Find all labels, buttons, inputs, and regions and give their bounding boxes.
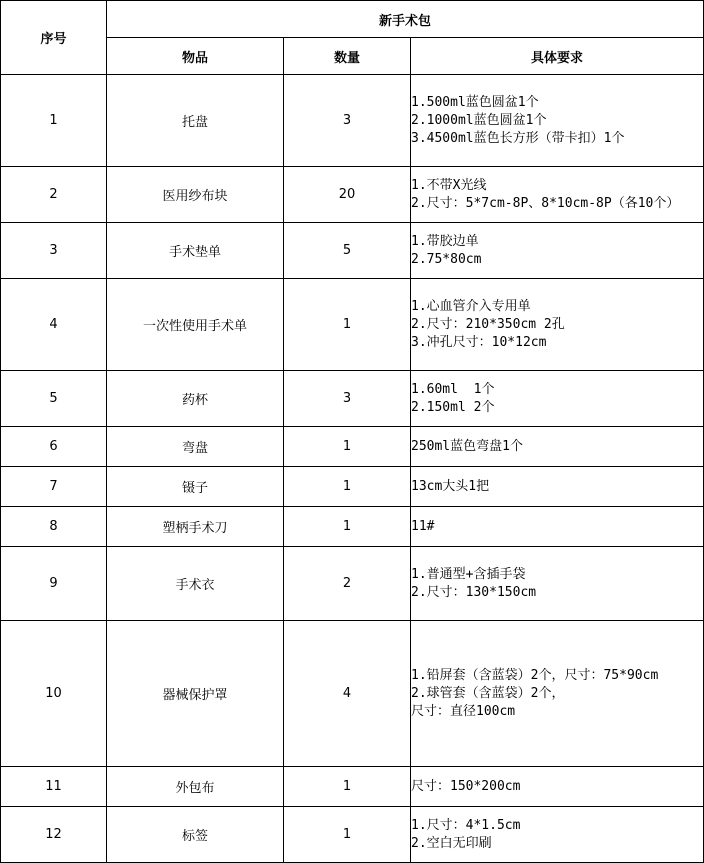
requirement-line: 13cm大头1把 (411, 478, 490, 494)
table-row (1, 75, 704, 167)
requirement-line: 尺寸：直径100cm (411, 703, 516, 719)
item-requirements (411, 621, 704, 767)
item-name: 医用纱布块 (107, 167, 284, 223)
requirement-line: 250ml蓝色弯盘1个 (411, 438, 523, 454)
item-quantity: 1 (284, 427, 411, 467)
header-index: 序号 (1, 1, 107, 75)
requirement-line: 1.60ml 1个 (411, 381, 495, 397)
item-name: 药杯 (107, 371, 284, 427)
item-requirements (411, 279, 704, 371)
item-name: 外包布 (107, 767, 284, 807)
item-quantity: 1 (284, 767, 411, 807)
item-quantity: 1 (284, 807, 411, 863)
item-quantity: 3 (284, 371, 411, 427)
table-row (1, 467, 704, 507)
item-quantity: 1 (284, 279, 411, 371)
requirement-line: 2.空白无印刷 (411, 835, 492, 851)
table-row (1, 547, 704, 621)
item-quantity: 4 (284, 621, 411, 767)
requirement-line: 2.尺寸：130*150cm (411, 584, 537, 600)
requirement-line: 1.带胶边单 (411, 233, 479, 249)
item-quantity: 1 (284, 467, 411, 507)
header-item: 物品 (107, 38, 284, 75)
table-row (1, 807, 704, 863)
row-index: 7 (1, 467, 107, 507)
item-name: 器械保护罩 (107, 621, 284, 767)
item-name: 镊子 (107, 467, 284, 507)
requirement-line: 1.心血管介入专用单 (411, 298, 531, 314)
item-name: 手术衣 (107, 547, 284, 621)
header-row (1, 38, 704, 75)
requirement-line: 2.75*80cm (411, 251, 482, 267)
requirement-line: 1.普通型+含插手袋 (411, 566, 526, 582)
requirement-line: 1.铅屏套（含蓝袋）2个，尺寸：75*90cm (411, 667, 659, 683)
table-row (1, 427, 704, 467)
item-requirements (411, 547, 704, 621)
header-row-top (1, 1, 704, 38)
requirement-line: 尺寸：150*200cm (411, 778, 521, 794)
item-requirements (411, 427, 704, 467)
requirement-line: 1.尺寸：4*1.5cm (411, 817, 521, 833)
table-row (1, 767, 704, 807)
item-requirements (411, 371, 704, 427)
table-row (1, 621, 704, 767)
item-name: 一次性使用手术单 (107, 279, 284, 371)
table-row (1, 223, 704, 279)
row-index: 8 (1, 507, 107, 547)
requirement-line: 2.尺寸：210*350cm 2孔 (411, 316, 565, 332)
item-name: 弯盘 (107, 427, 284, 467)
row-index: 6 (1, 427, 107, 467)
row-index: 9 (1, 547, 107, 621)
table-row (1, 167, 704, 223)
requirement-line: 3.4500ml蓝色长方形（带卡扣）1个 (411, 130, 625, 146)
item-quantity: 20 (284, 167, 411, 223)
requirement-line: 1.500ml蓝色圆盆1个 (411, 94, 539, 110)
table-title: 新手术包 (107, 1, 704, 38)
item-requirements (411, 167, 704, 223)
row-index: 10 (1, 621, 107, 767)
item-requirements (411, 507, 704, 547)
row-index: 3 (1, 223, 107, 279)
item-quantity: 3 (284, 75, 411, 167)
item-name: 手术垫单 (107, 223, 284, 279)
item-requirements (411, 223, 704, 279)
row-index: 2 (1, 167, 107, 223)
requirement-line: 2.尺寸：5*7cm-8P、8*10cm-8P（各10个） (411, 195, 680, 211)
row-index: 4 (1, 279, 107, 371)
header-quantity: 数量 (284, 38, 411, 75)
item-requirements (411, 767, 704, 807)
row-index: 12 (1, 807, 107, 863)
row-index: 11 (1, 767, 107, 807)
item-quantity: 1 (284, 507, 411, 547)
item-name: 标签 (107, 807, 284, 863)
item-requirements (411, 807, 704, 863)
table-row (1, 507, 704, 547)
table-row (1, 371, 704, 427)
row-index: 1 (1, 75, 107, 167)
item-requirements (411, 75, 704, 167)
table-row (1, 279, 704, 371)
header-requirements: 具体要求 (411, 38, 704, 75)
item-name: 托盘 (107, 75, 284, 167)
requirement-line: 1.不带X光线 (411, 177, 487, 193)
requirement-line: 3.冲孔尺寸：10*12cm (411, 334, 547, 350)
item-quantity: 2 (284, 547, 411, 621)
item-quantity: 5 (284, 223, 411, 279)
item-requirements (411, 467, 704, 507)
requirement-line: 11# (411, 518, 435, 534)
requirement-line: 2.150ml 2个 (411, 399, 495, 415)
requirement-line: 2.1000ml蓝色圆盆1个 (411, 112, 547, 128)
row-index: 5 (1, 371, 107, 427)
requirement-line: 2.球管套（含蓝袋）2个， (411, 685, 565, 701)
item-name: 塑柄手术刀 (107, 507, 284, 547)
